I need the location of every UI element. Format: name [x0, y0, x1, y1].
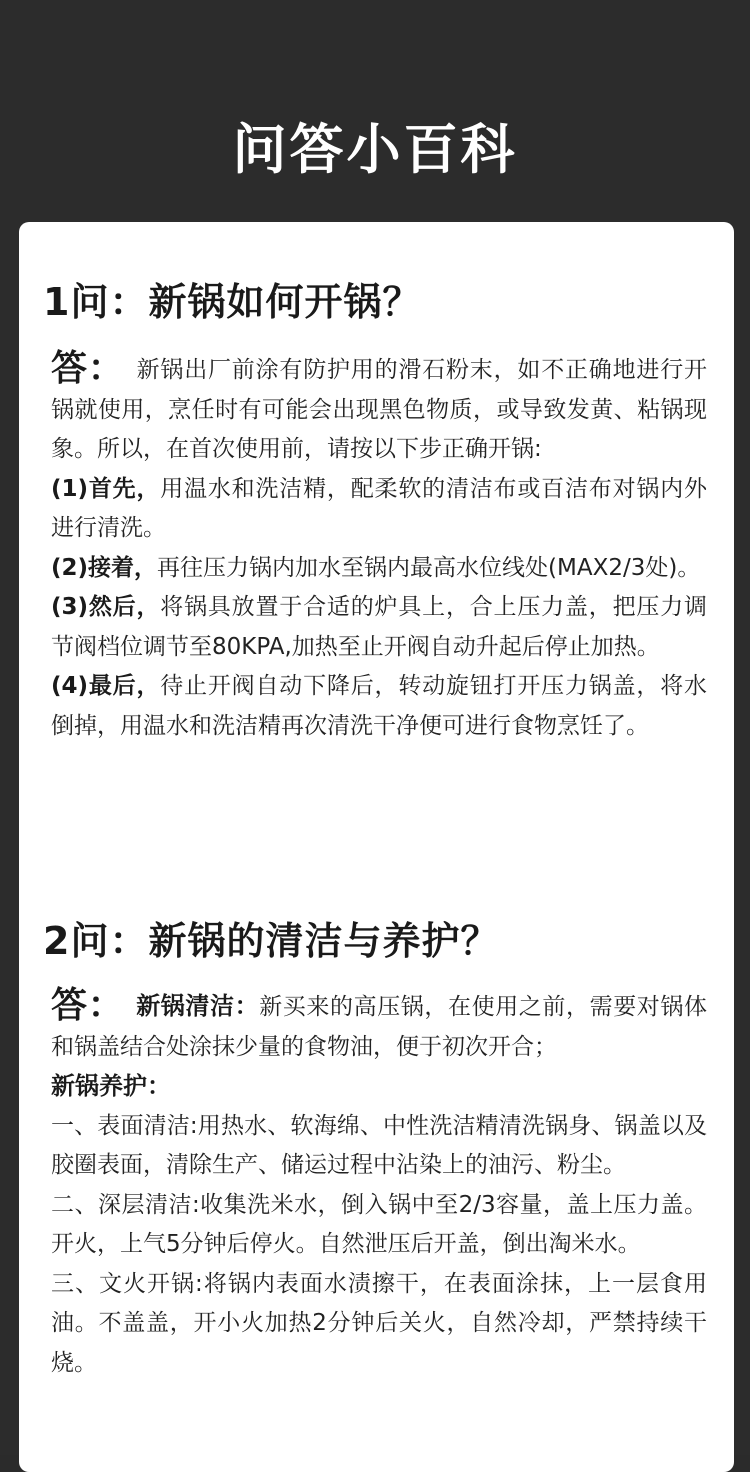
answer-1-step: [51, 667, 707, 746]
step-lead: (1)首先，: [51, 475, 161, 502]
question-1-title: 1问：新锅如何开锅？: [43, 280, 422, 324]
answer-2: [51, 986, 707, 1383]
care-item: 三、文火开锅:将锅内表面水渍擦干，在表面涂抹，上一层食用油。不盖盖，开小火加热2分钟后关火，自然冷却，严禁持续干烧。: [51, 1270, 707, 1376]
step-text: 再往压力锅内加水至锅内最高水位线处(MAX2/3处)。: [157, 554, 701, 581]
answer-2-mark: 答：: [51, 985, 125, 1026]
header-band: [0, 0, 750, 260]
answer-2-clean-paragraph: [51, 986, 707, 1067]
care-item: 二、深层清洁:收集洗米水，倒入锅中至2/3容量，盖上压力盖。开火，上气5分钟后停火。自然泄压后开盖，倒出淘米水。: [51, 1191, 707, 1257]
step-lead: (4)最后，: [51, 673, 161, 699]
answer-1-step: [51, 588, 707, 667]
answer-1: [51, 349, 707, 746]
care-item: 一、表面清洁:用热水、软海绵、中性洗洁精清洗锅身、锅盖以及胶圈表面，清除生产、储运过程中沾染上的油污、粉尘。: [51, 1112, 707, 1178]
step-text: 将锅具放置于合适的炉具上，合上压力盖，把压力调节阀档位调节至80KPA,加热至止开阀自动升起后停止加热。: [51, 594, 708, 660]
answer-1-step: [51, 549, 707, 589]
answer-1-intro-paragraph: [51, 349, 707, 470]
step-lead: (2)接着，: [51, 554, 158, 581]
answer-1-mark: 答：: [51, 348, 125, 389]
care-label: 新锅养护：: [51, 1072, 171, 1100]
qa-card: [19, 222, 734, 1472]
answer-1-intro: 新锅出厂前涂有防护用的滑石粉末，如不正确地进行开锅就使用，烹任时有可能会出现黑色物质，或导致发黄、粘锅现象。所以，在首次使用前，请按以下步正确开锅:: [51, 357, 707, 462]
page-title: 问答小百科: [232, 118, 518, 181]
answer-1-step: [51, 470, 707, 549]
question-2-title: 2问：新锅的清洁与养护？: [43, 919, 500, 963]
clean-text: 新买来的高压锅，在使用之前，需要对锅体和锅盖结合处涂抹少量的食物油，便于初次开合；: [51, 994, 707, 1060]
step-lead: (3)然后，: [51, 594, 161, 620]
step-text: 用温水和洗洁精，配柔软的清洁布或百洁布对锅内外进行清洗。: [51, 475, 708, 541]
clean-label: 新锅清洁：: [136, 992, 260, 1020]
step-text: 待止开阀自动下降后，转动旋钮打开压力锅盖，将水倒掉，用温水和洗洁精再次清洗干净便可进行食物烹饪了。: [51, 673, 708, 739]
